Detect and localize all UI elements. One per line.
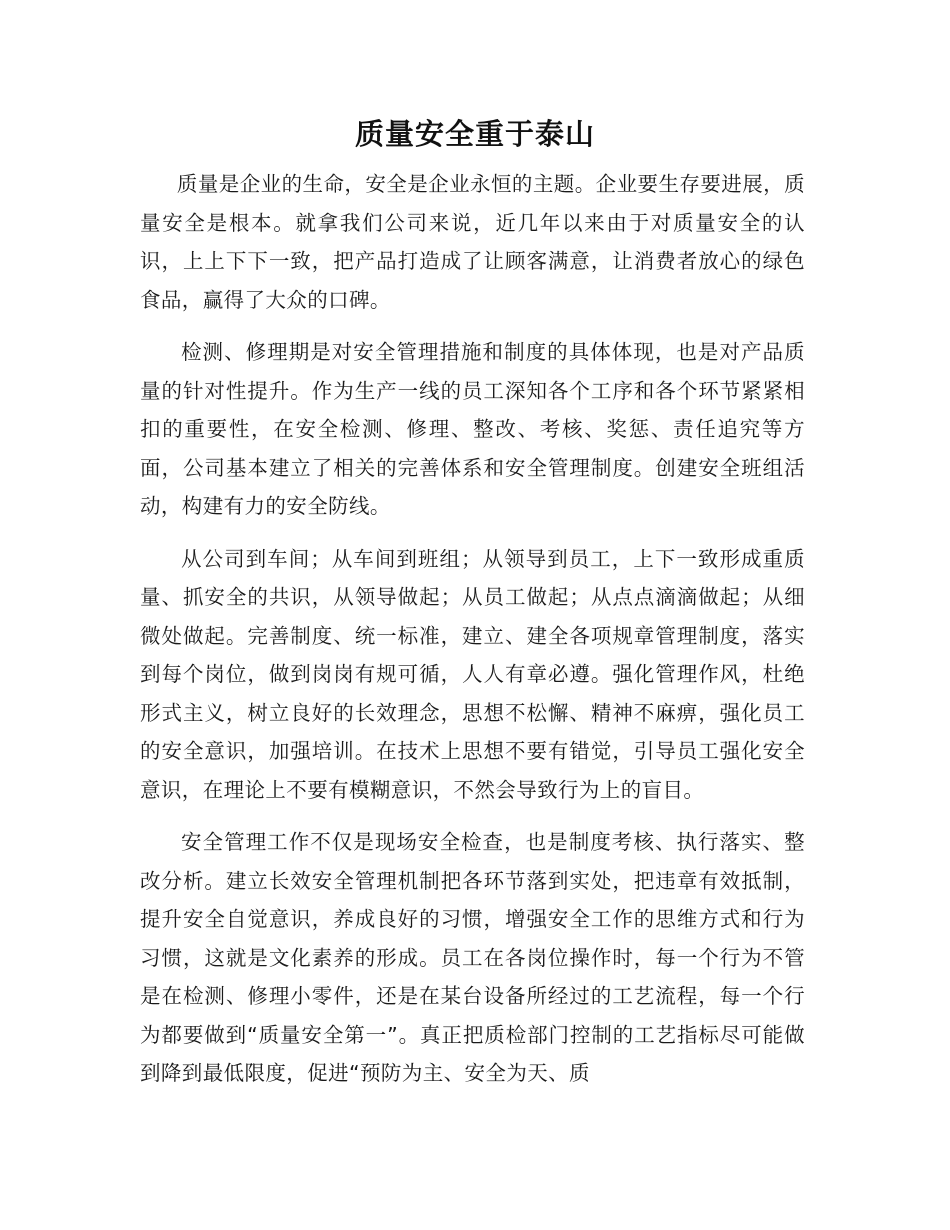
- document-title: 质量安全重于泰山: [354, 117, 595, 151]
- paragraph-2: 检测、修理期是对安全管理措施和制度的具体体现，也是对产品质量的针对性提升。作为生产一线的员工深知各个工序和各个环节紧紧相扣的重要性，在安全检测、修理、整改、考核、奖惩、责任追究等方面，公司基本建立了相关的完善体系和安全管理制度。创建安全班组活动，构建有力的安全防线。: [140, 340, 805, 518]
- paragraph-1: 质量是企业的生命，安全是企业永恒的主题。企业要生存要进展，质量安全是根本。就拿我们公司来说，近几年以来由于对质量安全的认识，上上下下一致，把产品打造成了让顾客满意，让消费者放心的绿色食品，赢得了大众的口碑。: [140, 172, 805, 312]
- paragraph-3: 从公司到车间；从车间到班组；从领导到员工，上下一致形成重质量、抓安全的共识，从领导做起；从员工做起；从点点滴滴做起；从细微处做起。完善制度、统一标准，建立、建全各项规章管理制度，落实到每个岗位，做到岗岗有规可循，人人有章必遵。强化管理作风，杜绝形式主义，树立良好的长效理念，思想不松懈、精神不麻痹，强化员工的安全意识，加强培训。在技术上思想不要有错觉，引导员工强化安全意识，在理论上不要有模糊意识，不然会导致行为上的盲目。: [140, 546, 805, 802]
- paragraph-4: 安全管理工作不仅是现场安全检查，也是制度考核、执行落实、整改分析。建立长效安全管理机制把各环节落到实处，把违章有效抵制，提升安全自觉意识，养成良好的习惯，增强安全工作的思维方式和行为习惯，这就是文化素养的形成。员工在各岗位操作时，每一个行为不管是在检测、修理小零件，还是在某台设备所经过的工艺流程，每一个行为都要做到“质量安全第一”。真正把质检部门控制的工艺指标尽可能做到降到最低限度，促进“预防为主、安全为天、质: [140, 830, 805, 1085]
- document-body: [140, 165, 805, 1093]
